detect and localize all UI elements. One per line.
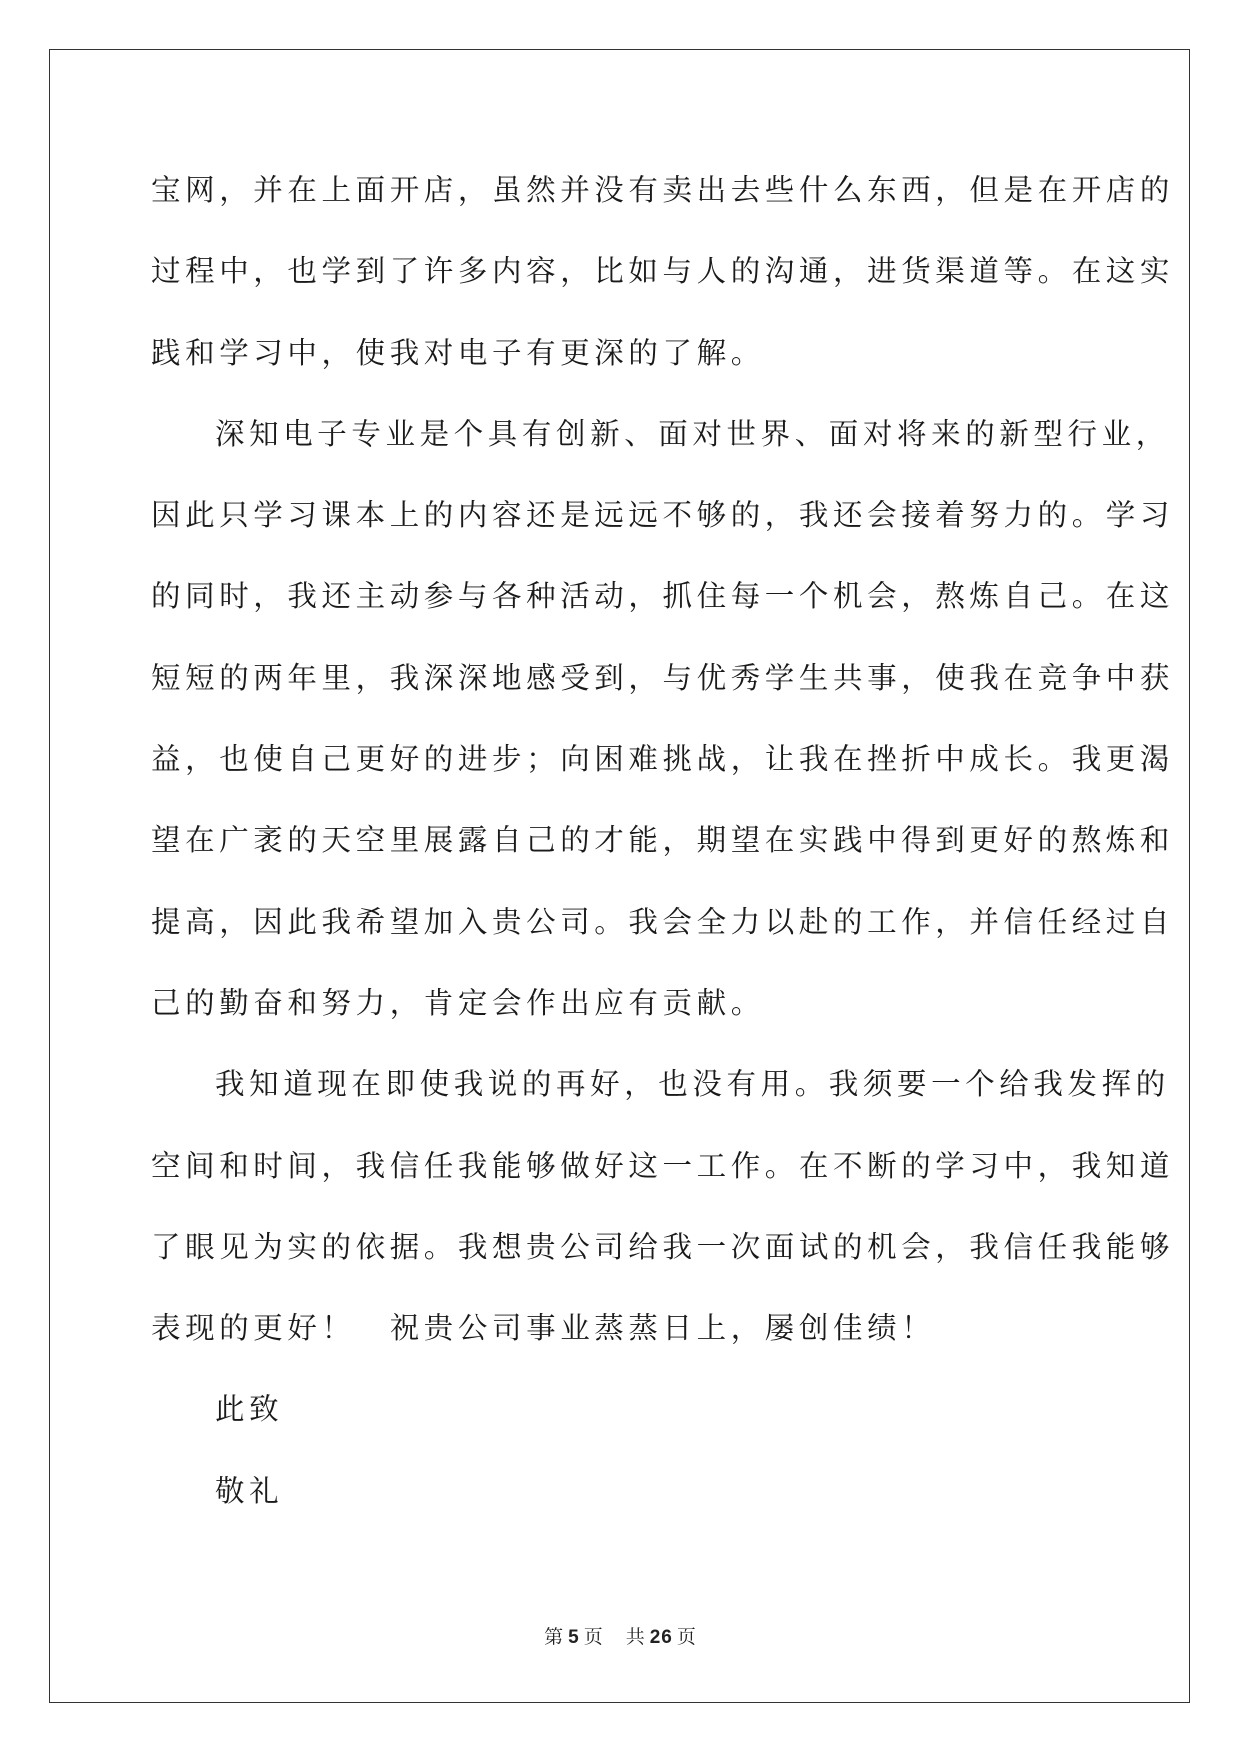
text-line: 过程中，也学到了许多内容，比如与人的沟通，进货渠道等。在这实 — [151, 254, 1175, 289]
text-line: 表现的更好！ 祝贵公司事业蒸蒸日上，屡创佳绩！ — [151, 1311, 936, 1346]
text-line: 望在广袤的天空里展露自己的才能，期望在实践中得到更好的熬炼和 — [151, 823, 1175, 858]
page-prefix: 第 — [544, 1626, 565, 1648]
text-line: 践和学习中，使我对电子有更深的了解。 — [151, 335, 765, 370]
text-line: 提高，因此我希望加入贵公司。我会全力以赴的工作，并信任经过自 — [151, 904, 1175, 939]
total-pages: 26 — [649, 1627, 673, 1648]
text-line: 益，也使自己更好的进步；向困难挑战，让我在挫折中成长。我更渴 — [151, 742, 1175, 777]
closing-salutation: 此致 — [215, 1392, 284, 1427]
letter-body — [151, 164, 1175, 1546]
paragraph-start-line: 我知道现在即使我说的再好，也没有用。我须要一个给我发挥的 — [215, 1067, 1170, 1102]
total-prefix: 共 — [625, 1626, 646, 1648]
paragraph-start-line: 深知电子专业是个具有创新、面对世界、面对将来的新型行业， — [215, 416, 1170, 451]
page-suffix: 页 — [583, 1626, 604, 1648]
page-number: 5 — [568, 1627, 580, 1648]
text-line: 宝网，并在上面开店，虽然并没有卖出去些什么东西，但是在开店的 — [151, 173, 1175, 207]
total-suffix: 页 — [676, 1626, 697, 1648]
text-line: 空间和时间，我信任我能够做好这一工作。在不断的学习中，我知道 — [151, 1148, 1175, 1183]
text-line: 的同时，我还主动参与各种活动，抓住每一个机会，熬炼自己。在这 — [151, 579, 1175, 614]
text-line: 因此只学习课本上的内容还是远远不够的，我还会接着努力的。学习 — [151, 498, 1175, 533]
text-line: 短短的两年里，我深深地感受到，与优秀学生共事，使我在竞争中获 — [151, 660, 1175, 695]
text-line: 己的勤奋和努力，肯定会作出应有贡献。 — [151, 985, 765, 1020]
page-footer — [0, 1623, 1241, 1652]
closing-regards: 敬礼 — [215, 1473, 284, 1508]
text-line: 了眼见为实的依据。我想贵公司给我一次面试的机会，我信任我能够 — [151, 1229, 1175, 1264]
